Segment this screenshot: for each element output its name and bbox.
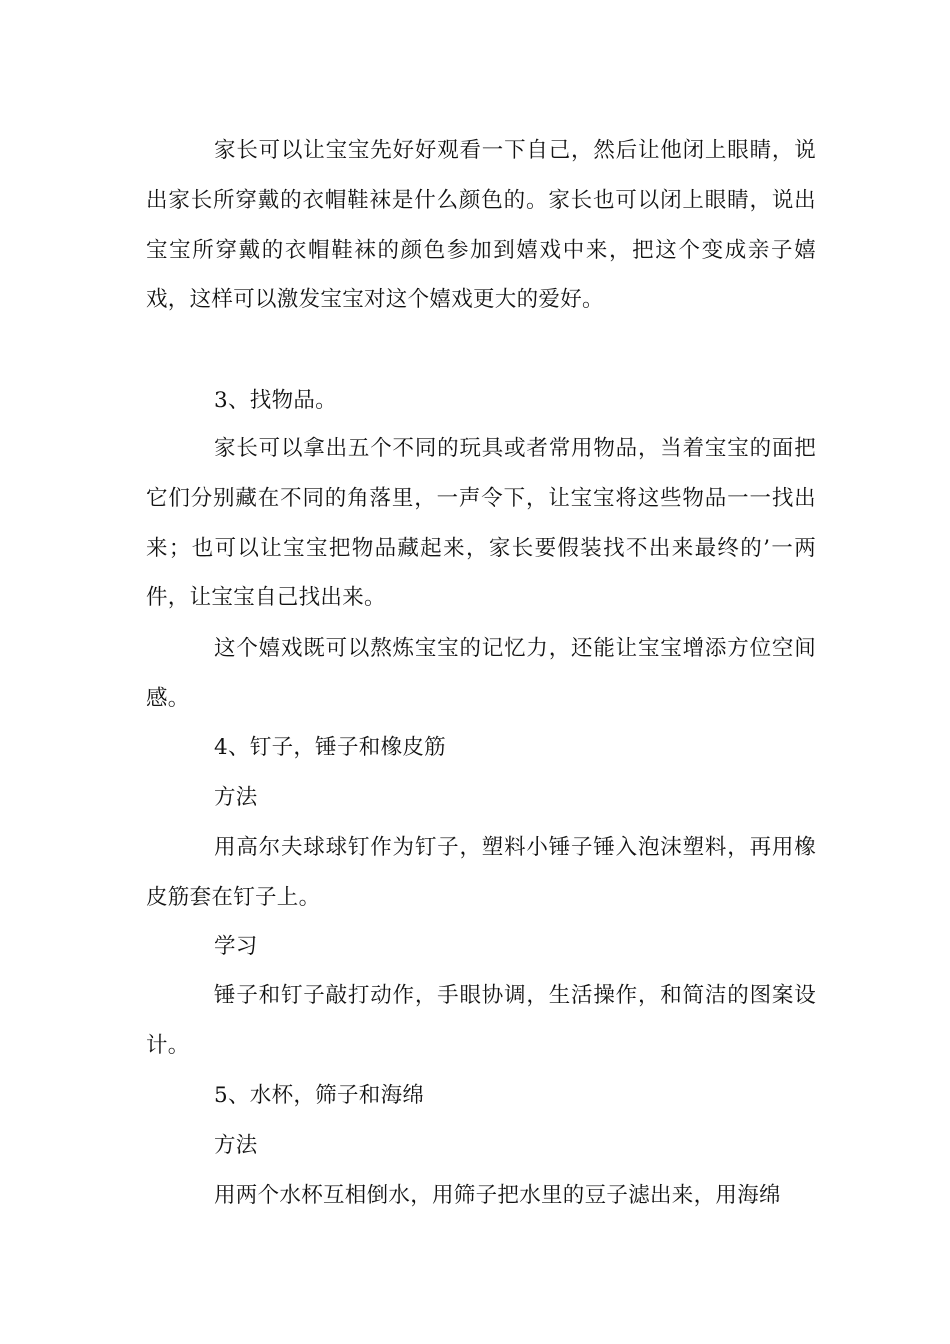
paragraph-find-items-benefit: 这个嬉戏既可以熬炼宝宝的记忆力，还能让宝宝增添方位空间感。 [146,636,816,711]
heading-nails-hammer-rubber-band: 4、钉子，锤子和橡皮筋 [214,735,446,760]
paragraph-nails-learning: 锤子和钉子敲打动作，手眼协调，生活操作，和简洁的图案设计。 [146,983,816,1058]
paragraph-parent-child-game: 家长可以让宝宝先好好观看一下自己，然后让他闭上眼睛，说出家长所穿戴的衣帽鞋袜是什么颜色的。家长也可以闭上眼睛，说出宝宝所穿戴的衣帽鞋袜的颜色参加到嬉戏中来，把这个变成亲子嬉戏，这样可以激发宝宝对这个嬉戏更大的爱好。 [146,138,816,313]
label-method-2: 方法 [214,1133,258,1158]
paragraph-find-items-method: 家长可以拿出五个不同的玩具或者常用物品，当着宝宝的面把它们分别藏在不同的角落里，一声令下，让宝宝将这些物品一一找出来；也可以让宝宝把物品藏起来，家长要假装找不出来最终的’一两件，让宝宝自己找出来。 [146,436,816,611]
label-method: 方法 [214,785,258,810]
label-learning: 学习 [214,934,258,959]
paragraph-cup-method: 用两个水杯互相倒水，用筛子把水里的豆子滤出来，用海绵 [214,1183,781,1208]
heading-find-items: 3、找物品。 [214,388,337,413]
heading-cup-sieve-sponge: 5、水杯，筛子和海绵 [214,1083,425,1108]
paragraph-nails-method: 用高尔夫球球钉作为钉子，塑料小锤子锤入泡沫塑料，再用橡皮筋套在钉子上。 [146,835,816,910]
